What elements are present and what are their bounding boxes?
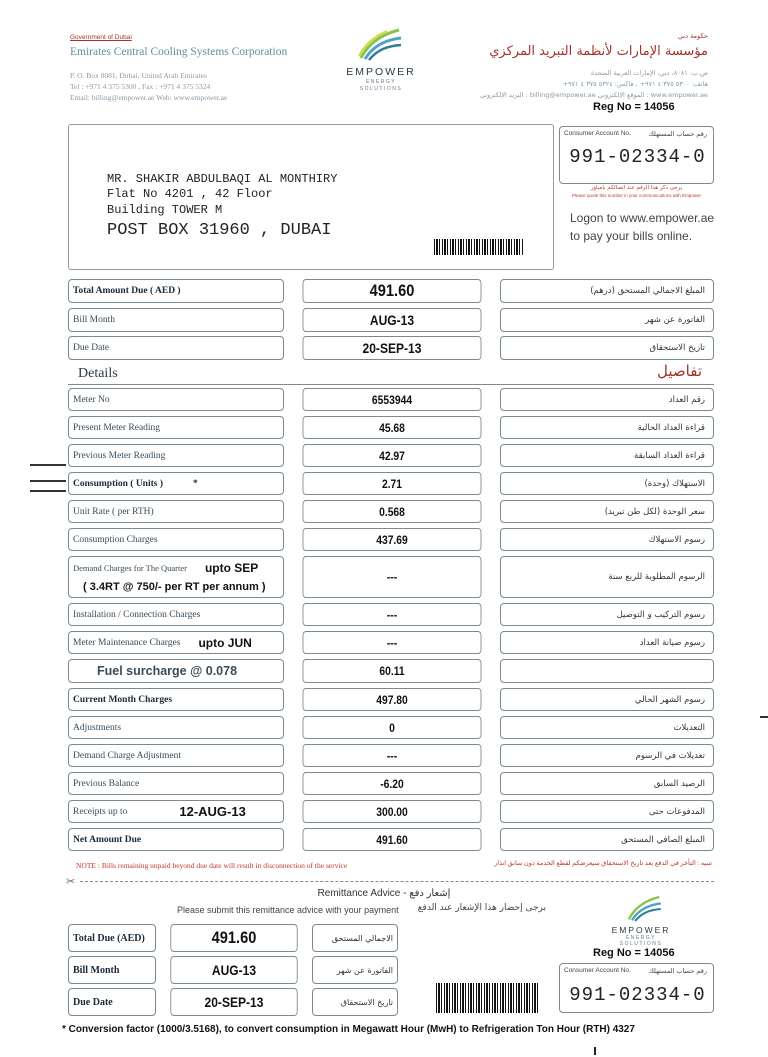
detail-label — [68, 528, 284, 551]
empower-logo-small-sub1: ENERGY — [625, 935, 657, 941]
summary-label-ar-text: الفاتورة عن شهر — [645, 315, 705, 325]
remit-account-box — [559, 963, 714, 1013]
address-name: MR. SHAKIR ABDULBAQI AL MONTHIRY — [107, 172, 338, 186]
detail-label-ar — [500, 716, 714, 739]
detail-label-ar — [500, 772, 714, 795]
detail-label-ar-text: رسوم الاستهلاك — [648, 534, 705, 545]
corporation-name-ar: مؤسسة الإمارات لأنظمة التبريد المركزي — [489, 44, 708, 59]
remit-value-text: 491.60 — [211, 928, 257, 947]
remit-value-text: 20-SEP-13 — [204, 994, 264, 1010]
remit-label-ar-text: تاريخ الاستحقاق — [340, 997, 393, 1007]
government-label: Government of Dubai — [70, 34, 132, 41]
summary-label-ar — [500, 308, 714, 332]
detail-value-text: 0 — [389, 720, 395, 735]
remit-value-text: AUG-13 — [211, 962, 257, 978]
detail-value — [303, 716, 482, 739]
summary-label-text: Bill Month — [73, 315, 115, 325]
account-quote-ar: يرجى ذكر هذا الرقم عند اتصالكم بامباور — [590, 185, 683, 191]
handwritten-note: upto JUN — [198, 635, 252, 650]
account-label-ar: رقم حساب المستهلك — [648, 130, 707, 138]
remit-label-ar — [312, 988, 398, 1016]
remit-reg-no: Reg No = 14056 — [593, 947, 675, 959]
account-box — [559, 126, 714, 184]
detail-label-ar — [500, 828, 714, 851]
detail-value — [303, 688, 482, 711]
margin-mark — [30, 464, 66, 466]
detail-label-ar — [500, 416, 714, 439]
detail-label — [68, 828, 284, 851]
detail-label-row — [73, 479, 198, 489]
barcode — [434, 239, 524, 255]
detail-label-text: Demand Charges for The Quarter — [73, 563, 187, 573]
detail-label-row — [97, 664, 237, 678]
detail-value — [303, 500, 482, 523]
summary-value — [303, 308, 482, 332]
detail-label-row — [73, 751, 181, 761]
remit-label — [68, 924, 156, 952]
summary-value-text: 491.60 — [369, 281, 415, 300]
note-ar: تنبيه : التأخر في الدفع بعد تاريخ الاستحقاق سيعرضكم لقطع الخدمة دون سابق انذار — [494, 860, 712, 867]
detail-label-text: Consumption ( Units ) — [73, 478, 164, 489]
empower-logo-name: EMPOWER — [346, 66, 416, 78]
summary-label-ar — [500, 336, 714, 360]
detail-label-ar — [500, 659, 714, 683]
summary-value-text: 20-SEP-13 — [362, 340, 422, 356]
handwritten-note: 12-AUG-13 — [179, 804, 246, 819]
remittance-sub-ar: برجى إحضار هذا الإشعار عند الدفع — [417, 903, 546, 913]
detail-label — [68, 631, 284, 654]
detail-label-ar — [500, 388, 714, 411]
remit-label-ar-text: الفاتورة عن شهر — [336, 965, 393, 975]
detail-label-ar — [500, 688, 714, 711]
remittance-sub-en: Please submit this remittance advice with your payment — [177, 905, 399, 915]
detail-value-text: 60.11 — [379, 664, 405, 678]
email-line: Email: billing@empower.ae Web: www.empower.ae — [70, 93, 228, 102]
detail-label-text: Previous Balance — [73, 778, 140, 789]
summary-value — [303, 336, 482, 360]
detail-label-row — [73, 561, 258, 575]
detail-label-text: Meter Maintenance Charges — [73, 637, 181, 648]
details-title-ar: تفاصيل — [657, 362, 702, 380]
remit-account-number: 991-02334-0 — [569, 984, 706, 1006]
handwritten-note: upto SEP — [204, 561, 259, 575]
detail-label-ar-text: الاستهلاك (وحدة) — [644, 478, 705, 489]
detail-label-text: Receipts up to — [73, 806, 128, 817]
remit-label-text: Due Date — [73, 996, 113, 1008]
detail-value-text: 300.00 — [376, 804, 408, 819]
detail-label-ar-text: رسوم التركيب و التوصيل — [616, 609, 705, 620]
detail-label-ar — [500, 800, 714, 823]
detail-label-row — [73, 395, 110, 405]
summary-label-text: Due Date — [73, 343, 110, 353]
remit-label — [68, 956, 156, 984]
summary-label — [68, 279, 284, 303]
detail-label — [68, 772, 284, 795]
detail-value-text: 6553944 — [371, 392, 413, 407]
detail-value — [303, 472, 482, 495]
cut-line — [80, 881, 714, 882]
detail-value-text: 0.568 — [379, 504, 405, 519]
detail-value-text: 491.60 — [376, 832, 408, 847]
detail-label-row — [73, 804, 246, 819]
empower-logo-small-name: EMPOWER — [611, 925, 671, 935]
detail-value-text: 437.69 — [376, 532, 408, 547]
detail-label-text: Unit Rate ( per RTH) — [73, 506, 154, 517]
detail-label-ar-text: التعديلات — [673, 722, 705, 733]
empower-logo-small-sub2: SOLUTIONS — [619, 941, 663, 947]
margin-mark — [30, 490, 66, 492]
detail-label-ar-text: قراءة العداد السابقة — [634, 450, 705, 461]
address-building: Building TOWER M — [107, 203, 223, 217]
detail-value — [303, 603, 482, 626]
detail-value-text: 497.80 — [376, 692, 408, 707]
corporation-name: Emirates Central Cooling Systems Corporation — [70, 46, 288, 58]
summary-label-ar — [500, 279, 714, 303]
detail-label-row — [73, 835, 141, 845]
account-number: 991-02334-0 — [569, 146, 706, 168]
summary-value — [303, 279, 482, 303]
detail-label-row — [73, 779, 139, 789]
detail-label-row — [73, 535, 158, 545]
detail-label-text: Meter No — [73, 394, 110, 405]
detail-label-row — [73, 695, 172, 705]
remit-value — [170, 956, 297, 984]
detail-label-text: Installation / Connection Charges — [73, 609, 201, 620]
detail-label-ar-text: رسوم الشهر الحالي — [634, 694, 705, 705]
tick-mark — [594, 1047, 596, 1055]
detail-value — [303, 828, 482, 851]
detail-label-ar-text: قراءة العداد الحالية — [637, 422, 705, 433]
detail-value — [303, 444, 482, 467]
detail-label — [68, 659, 284, 683]
detail-label — [68, 716, 284, 739]
address-postbox: POST BOX 31960 , DUBAI — [107, 221, 332, 240]
government-label-ar: حكومة دبي — [677, 32, 708, 40]
detail-value-text: 42.97 — [379, 448, 405, 463]
detail-label — [68, 444, 284, 467]
detail-label — [68, 744, 284, 767]
detail-value — [303, 659, 482, 683]
detail-label — [68, 688, 284, 711]
detail-label-ar — [500, 444, 714, 467]
detail-label-ar — [500, 631, 714, 654]
detail-label — [68, 416, 284, 439]
detail-value — [303, 556, 482, 598]
detail-value-text: -6.20 — [380, 776, 404, 791]
summary-value-text: AUG-13 — [369, 312, 415, 328]
footnote: * Conversion factor (1000/3.5168), to convert consumption in Megawatt Hour (MwH) to Refrigeration Ton Hour (RTH) 4327 — [62, 1023, 635, 1035]
account-label: Consumer Account No. — [564, 130, 631, 137]
detail-label-ar-text: المبلغ الصافي المستحق — [621, 834, 705, 845]
detail-label-row — [73, 636, 252, 650]
handwritten-rate-note: ( 3.4RT @ 750/- per RT per annum ) — [83, 581, 266, 593]
detail-value-text: 45.68 — [379, 420, 405, 435]
margin-mark — [30, 480, 66, 482]
margin-mark — [760, 716, 768, 718]
detail-label-row — [73, 423, 160, 433]
phone-line: Tel : +971 4 375 5300 , Fax : +971 4 375 5324 — [70, 82, 211, 91]
remit-label-ar — [312, 956, 398, 984]
detail-label-ar-text: رقم العداد — [668, 394, 705, 405]
summary-label — [68, 336, 284, 360]
detail-label-text: Demand Charge Adjustment — [73, 750, 182, 761]
summary-label-ar-text: تاريخ الاستحقاق — [649, 343, 705, 353]
remit-label — [68, 988, 156, 1016]
detail-label-ar-text: رسوم صيانة العداد — [639, 637, 705, 648]
detail-label-row — [73, 723, 121, 733]
detail-label-ar-text: تعديلات في الرسوم — [635, 750, 705, 761]
detail-label-text: Previous Meter Reading — [73, 450, 166, 461]
detail-label-ar-text: الرصيد السابق — [653, 778, 705, 789]
detail-label-text: Fuel surcharge @ 0.078 — [97, 664, 238, 678]
detail-label-text: Adjustments — [73, 722, 122, 733]
remittance-title: Remittance Advice - إشعار دفع — [317, 888, 451, 899]
detail-label-text: Net Amount Due — [73, 834, 142, 845]
details-title: Details — [78, 366, 118, 381]
detail-label-row — [73, 610, 200, 620]
detail-label — [68, 556, 284, 598]
detail-label-ar — [500, 744, 714, 767]
detail-value — [303, 800, 482, 823]
detail-label-row — [73, 507, 154, 517]
detail-label-ar — [500, 528, 714, 551]
detail-label-text: Current Month Charges — [73, 694, 173, 705]
empower-logo-small-icon — [624, 895, 664, 923]
detail-value-text: --- — [386, 607, 398, 622]
remit-label-text: Total Due (AED) — [73, 932, 145, 944]
detail-label-text: Present Meter Reading — [73, 422, 161, 433]
online-payment-line1: Logon to www.empower.ae — [570, 211, 715, 225]
remit-label-ar-text: الاجمالي المستحق — [331, 933, 393, 943]
empower-logo-sub2: SOLUTIONS — [359, 86, 403, 92]
detail-value — [303, 528, 482, 551]
detail-value — [303, 744, 482, 767]
details-divider — [68, 384, 714, 385]
detail-value-text: --- — [386, 635, 398, 650]
detail-value-text: 2.71 — [381, 476, 403, 491]
detail-label-row — [73, 451, 165, 461]
account-quote-en: Please quote this number in your communications with Empower — [571, 193, 702, 198]
remit-value — [170, 924, 297, 952]
detail-label-ar-text: الرسوم المطلوبة للربع سنة — [608, 572, 705, 582]
detail-label-text: Consumption Charges — [73, 534, 158, 545]
detail-label — [68, 472, 284, 495]
remit-account-label: Consumer Account No. — [564, 967, 631, 974]
asterisk-mark: * — [193, 478, 198, 489]
online-payment-line2: to pay your bills online. — [570, 229, 693, 243]
summary-label — [68, 308, 284, 332]
remit-account-label-ar: رقم حساب المستهلك — [648, 967, 707, 975]
summary-label-text: Total Amount Due ( AED ) — [73, 286, 181, 296]
detail-value — [303, 416, 482, 439]
detail-value — [303, 388, 482, 411]
detail-label-ar — [500, 603, 714, 626]
address-ar-3: www.empower.ae : الموقع الإلكتروني billing@empower.ae : البريد الإلكتروني — [479, 91, 708, 99]
detail-label-ar — [500, 472, 714, 495]
note-en: NOTE : Bills remaining unpaid beyond due date will result in disconnection of the service — [76, 861, 348, 870]
detail-label — [68, 800, 284, 823]
detail-label-ar-text: سعر الوحدة (لكل طن تبريد) — [604, 506, 705, 517]
detail-value — [303, 772, 482, 795]
detail-label — [68, 603, 284, 626]
empower-logo-sub1: ENERGY — [365, 79, 397, 85]
summary-label-ar-text: المبلغ الاجمالي المستحق (درهم) — [590, 286, 705, 296]
detail-label-ar-text: المدفوعات حتى — [648, 806, 705, 817]
remit-label-text: Bill Month — [73, 964, 120, 976]
remit-label-ar — [312, 924, 398, 952]
empower-logo-icon — [355, 28, 405, 62]
address-ar-2: هاتف: ٥٣٠٠ ٣٧٥ ٤ ٩٧١+ ، فاكس: ٥٣٢٤ ٣٧٥ ٤ ٩٧١+ — [562, 80, 708, 88]
detail-label — [68, 500, 284, 523]
reg-no: Reg No = 14056 — [593, 101, 675, 113]
address-flat: Flat No 4201 , 42 Floor — [107, 187, 273, 201]
address-line-1: P. O. Box 8081, Dubai, United Arab Emirates — [70, 71, 207, 80]
detail-label — [68, 388, 284, 411]
remit-value — [170, 988, 297, 1016]
detail-value — [303, 631, 482, 654]
detail-label-ar — [500, 500, 714, 523]
scissors-icon: ✂ — [66, 876, 76, 888]
detail-value-text: --- — [386, 748, 398, 763]
detail-value-text: --- — [386, 570, 398, 584]
address-window — [68, 124, 554, 270]
detail-label-ar — [500, 556, 714, 598]
address-ar-1: ص.ب: ٨٠٨١، دبي، الإمارات العربية المتحدة — [590, 69, 708, 77]
remit-barcode — [436, 983, 538, 1013]
